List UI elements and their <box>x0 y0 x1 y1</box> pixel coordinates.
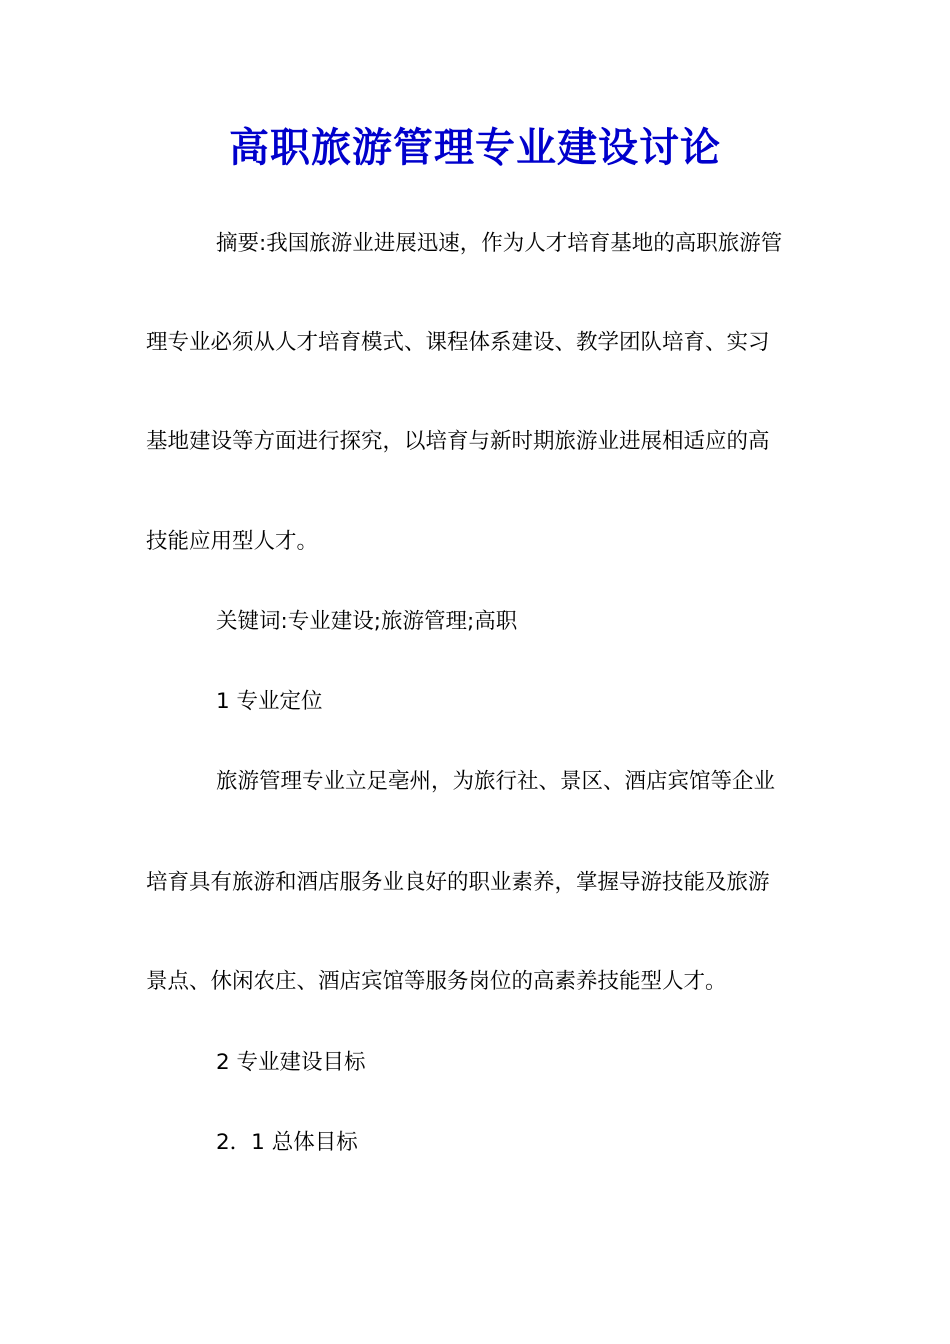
subsection-heading-2-1: 2．1 总体目标 <box>216 1130 358 1155</box>
body-line-3: 景点、休闲农庄、酒店宾馆等服务岗位的高素养技能型人才。 <box>146 969 727 994</box>
abstract-line-2: 理专业必须从人才培育模式、课程体系建设、教学团队培育、实习 <box>146 330 770 355</box>
body-line-2: 培育具有旅游和酒店服务业良好的职业素养，掌握导游技能及旅游 <box>146 870 770 895</box>
keywords-line: 关键词:专业建设;旅游管理;高职 <box>216 609 518 634</box>
abstract-line-4: 技能应用型人才。 <box>146 529 319 554</box>
abstract-line-1: 摘要:我国旅游业进展迅速，作为人才培育基地的高职旅游管 <box>216 231 783 256</box>
body-line-1: 旅游管理专业立足亳州，为旅行社、景区、酒店宾馆等企业 <box>216 769 776 794</box>
abstract-line-3: 基地建设等方面进行探究，以培育与新时期旅游业进展相适应的高 <box>146 429 770 454</box>
section-heading-1: 1 专业定位 <box>216 689 323 714</box>
section-heading-2: 2 专业建设目标 <box>216 1050 366 1075</box>
document-title: 高职旅游管理专业建设讨论 <box>229 124 721 171</box>
